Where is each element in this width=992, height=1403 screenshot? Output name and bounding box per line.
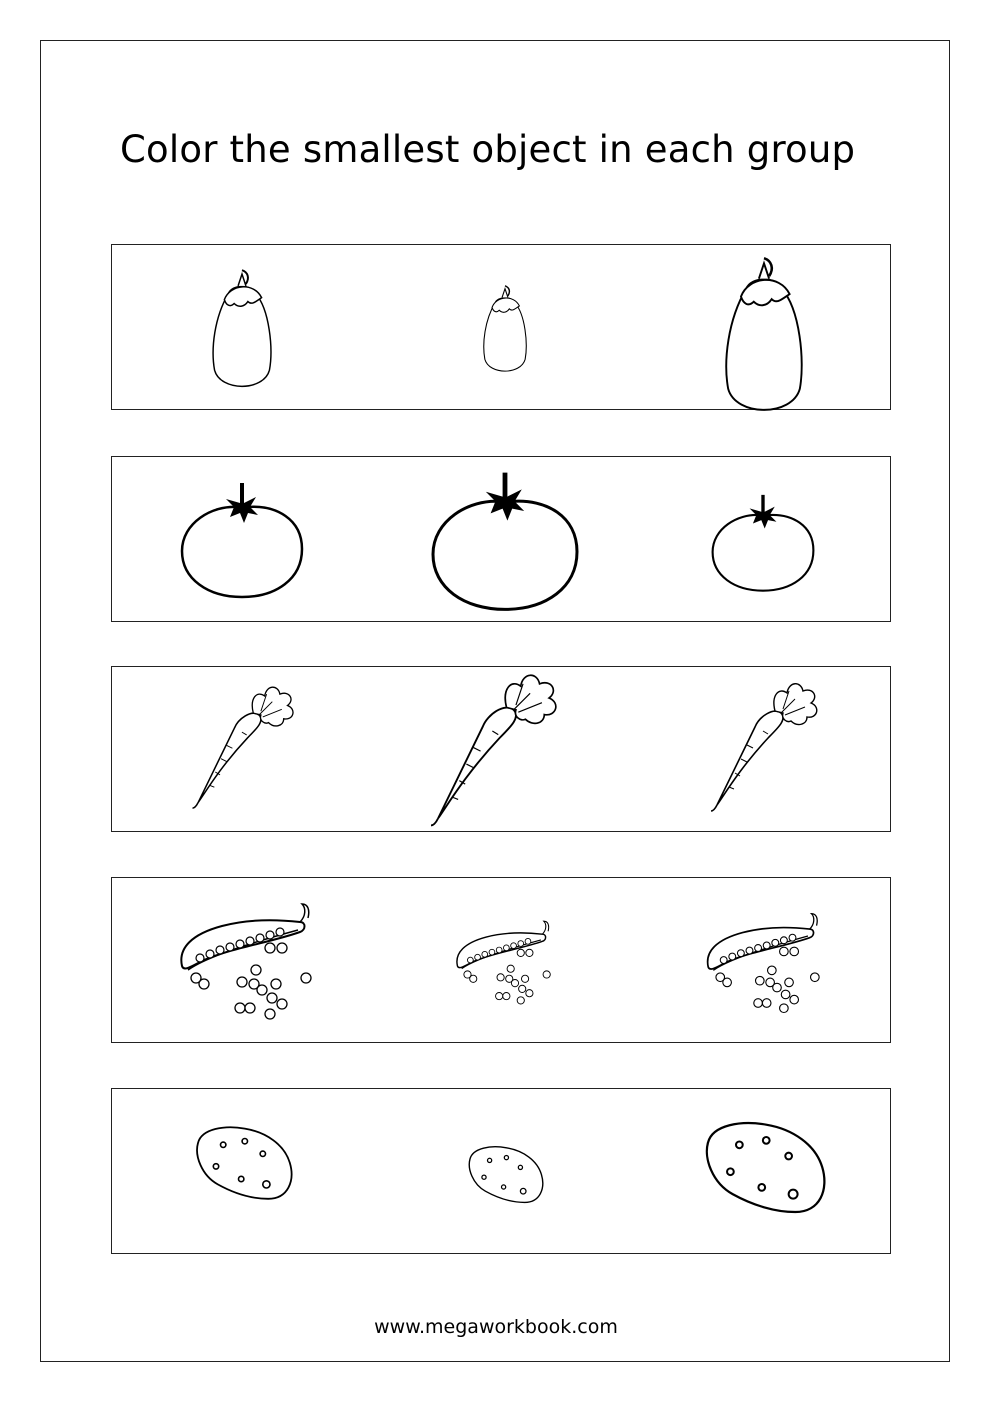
potato-icon [707,1123,825,1212]
tomato-icon [433,473,577,610]
group-box-potato [111,1088,891,1254]
group-box-tomato [111,456,891,622]
group-box-carrot [111,666,891,832]
worksheet-title: Color the smallest object in each group [120,128,856,171]
carrot-icon [431,675,556,825]
tomato-icon [182,483,302,597]
eggplant-icon [726,258,801,410]
carrot-icon [711,684,817,811]
group-box-peas [111,877,891,1043]
carrot-icon [193,687,294,808]
tomato-icon [713,495,814,591]
eggplant-icon [213,270,271,386]
footer-website: www.megaworkbook.com [374,1316,618,1338]
peas-icon [708,914,820,1013]
peas-icon [457,921,550,1004]
potato-icon [197,1127,291,1198]
eggplant-icon [484,286,526,371]
potato-icon [469,1147,542,1203]
group-box-eggplant [111,244,891,410]
peas-icon [181,904,311,1019]
